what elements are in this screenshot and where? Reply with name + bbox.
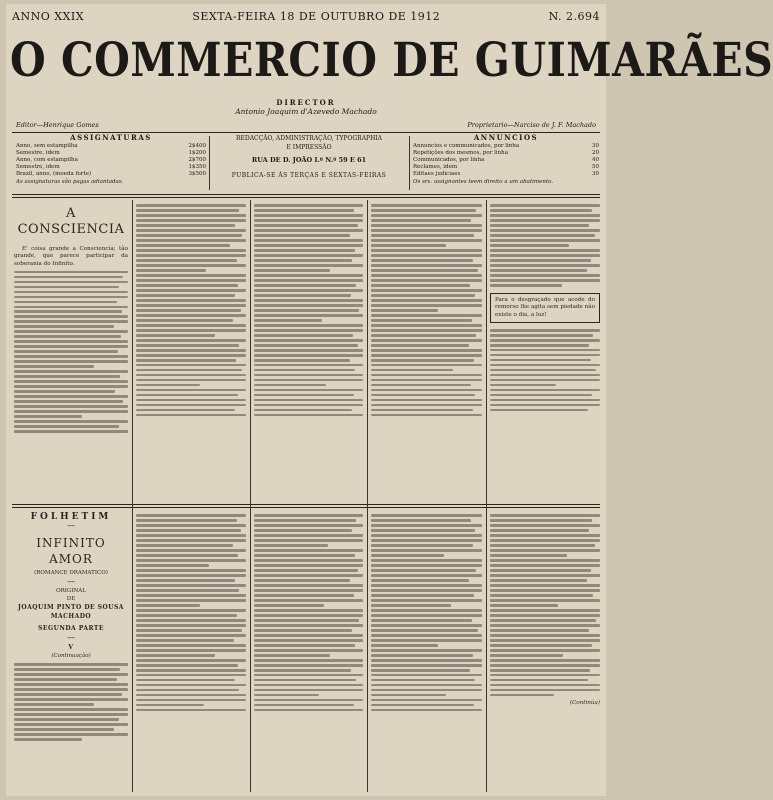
folhetim-text <box>490 514 600 696</box>
ads-box <box>413 134 599 192</box>
editor-name: Editor—Henrique Gomes <box>16 121 99 129</box>
folhetim-rule <box>12 504 600 505</box>
column-divider <box>486 200 487 792</box>
article-column-3 <box>254 202 363 502</box>
newspaper-page <box>6 4 773 796</box>
subscriptions-title: ASSIGNATURAS <box>70 133 152 142</box>
folhetim-author-prefix: DE <box>66 596 76 603</box>
subscription-row: Semestre, idem 1$200 <box>16 150 206 156</box>
office-line-2: E IMPRESSÃO <box>286 144 332 151</box>
editorial-opening: E' coisa grande a Consciencia; tão grande, que parece participar da soberania do Infinito. <box>14 246 128 267</box>
column-divider <box>367 200 368 792</box>
editorial-body-text <box>14 271 128 433</box>
folhetim-label: FOLHETIM <box>30 512 112 522</box>
folhetim-part: SEGUNDA PARTE <box>38 625 104 633</box>
office-line-1: REDACÇÃO, ADMINISTRAÇÃO, TYPOGRAPHIA <box>235 135 383 142</box>
ads-row: Communicados, por linha 40 <box>413 157 599 163</box>
folhetim-text <box>136 514 246 711</box>
ornament-divider: — <box>67 521 75 531</box>
staff-line <box>16 121 596 131</box>
issue-number: N. 2.694 <box>548 9 600 23</box>
column-divider <box>132 200 133 792</box>
folhetim-text-column-3 <box>254 512 363 794</box>
boxed-quote <box>490 293 600 323</box>
subscription-row: Anno, sem estampilha 2$400 <box>16 143 206 149</box>
ads-row: Reclames, idem 50 <box>413 164 599 170</box>
folhetim-original: ORIGINAL <box>56 588 86 595</box>
director-name: Antonio Joaquim d'Azevedo Machado <box>235 107 377 116</box>
header-divider <box>209 136 210 190</box>
editorial-title: A CONSCIENCIA <box>17 206 125 237</box>
folhetim-author: JOAQUIM PINTO DE SOUSA MACHADO <box>18 604 124 621</box>
folhetim-end-note: (Continúa) <box>569 700 600 707</box>
editorial-column <box>14 200 128 500</box>
folhetim-continued: (Continuação) <box>51 653 91 660</box>
folhetim-column <box>14 512 128 794</box>
article-column-5 <box>490 202 600 502</box>
folhetim-text-column-4 <box>371 512 482 794</box>
header-divider <box>409 136 410 190</box>
folhetim-title: INFINITO AMOR <box>36 536 106 567</box>
folhetim-text <box>254 514 363 711</box>
article-text <box>490 329 600 411</box>
office-address: RUA DE D. JOÃO I.º N.º 59 E 61 <box>251 156 367 164</box>
folhetim-rule-thin <box>12 507 600 508</box>
ads-row: Editaes judiciaes 30 <box>413 171 599 177</box>
ads-row: Annuncios e communicados, por linha 30 <box>413 143 599 149</box>
ads-row: Repetições dos mesmos, por linha 20 <box>413 150 599 156</box>
article-text <box>371 204 482 416</box>
folhetim-subtitle: (ROMANCE DRAMATICO) <box>34 570 108 577</box>
folhetim-text-column-5 <box>490 512 600 794</box>
owner-name: Proprietario—Narciso de J. F. Machado <box>467 121 596 129</box>
issue-date: SEXTA-FEIRA 18 DE OUTUBRO DE 1912 <box>192 9 441 23</box>
column-divider <box>250 200 251 792</box>
article-column-2 <box>136 202 246 502</box>
folhetim-text <box>371 514 482 711</box>
folhetim-text <box>14 663 128 740</box>
ads-note: Os srs. assignantes teem direito a um abatimento. <box>413 179 554 185</box>
header-rule-bottom-thin <box>12 197 600 198</box>
subscriptions-box <box>16 134 206 192</box>
subscription-row: Anno, com estampilha 2$700 <box>16 157 206 163</box>
article-text <box>254 204 363 416</box>
office-box <box>211 134 407 180</box>
header-rule-bottom <box>12 194 600 195</box>
folhetim-chapter: V <box>68 644 74 652</box>
article-column-4 <box>371 202 482 502</box>
subscriptions-note: As assignaturas são pagas adiantadas. <box>16 179 124 185</box>
ads-title: ANNUNCIOS <box>473 133 539 142</box>
publication-days: PUBLICA-SE ÁS TERÇAS E SEXTAS-FEIRAS <box>231 172 387 179</box>
subscription-row: Brazil, anno, (moeda forte) 3$500 <box>16 171 206 177</box>
director-role: DIRECTOR <box>276 98 336 107</box>
boxed-quote-text: Para o desgraçado que acode do remorso lhe agita sem piedade não existe o dia, a luz! <box>495 296 595 318</box>
folhetim-text-column-2 <box>136 512 246 794</box>
article-text <box>490 204 600 286</box>
subscription-row: Semestre, idem 1$350 <box>16 164 206 170</box>
ornament-divider: — <box>67 633 75 643</box>
article-text <box>136 204 246 416</box>
year-label: ANNO XXIX <box>12 9 85 23</box>
ornament-divider: — <box>67 577 75 587</box>
masthead-title: O COMMERCIO DE GUIMARÃES <box>10 32 773 88</box>
director-block <box>6 98 606 116</box>
